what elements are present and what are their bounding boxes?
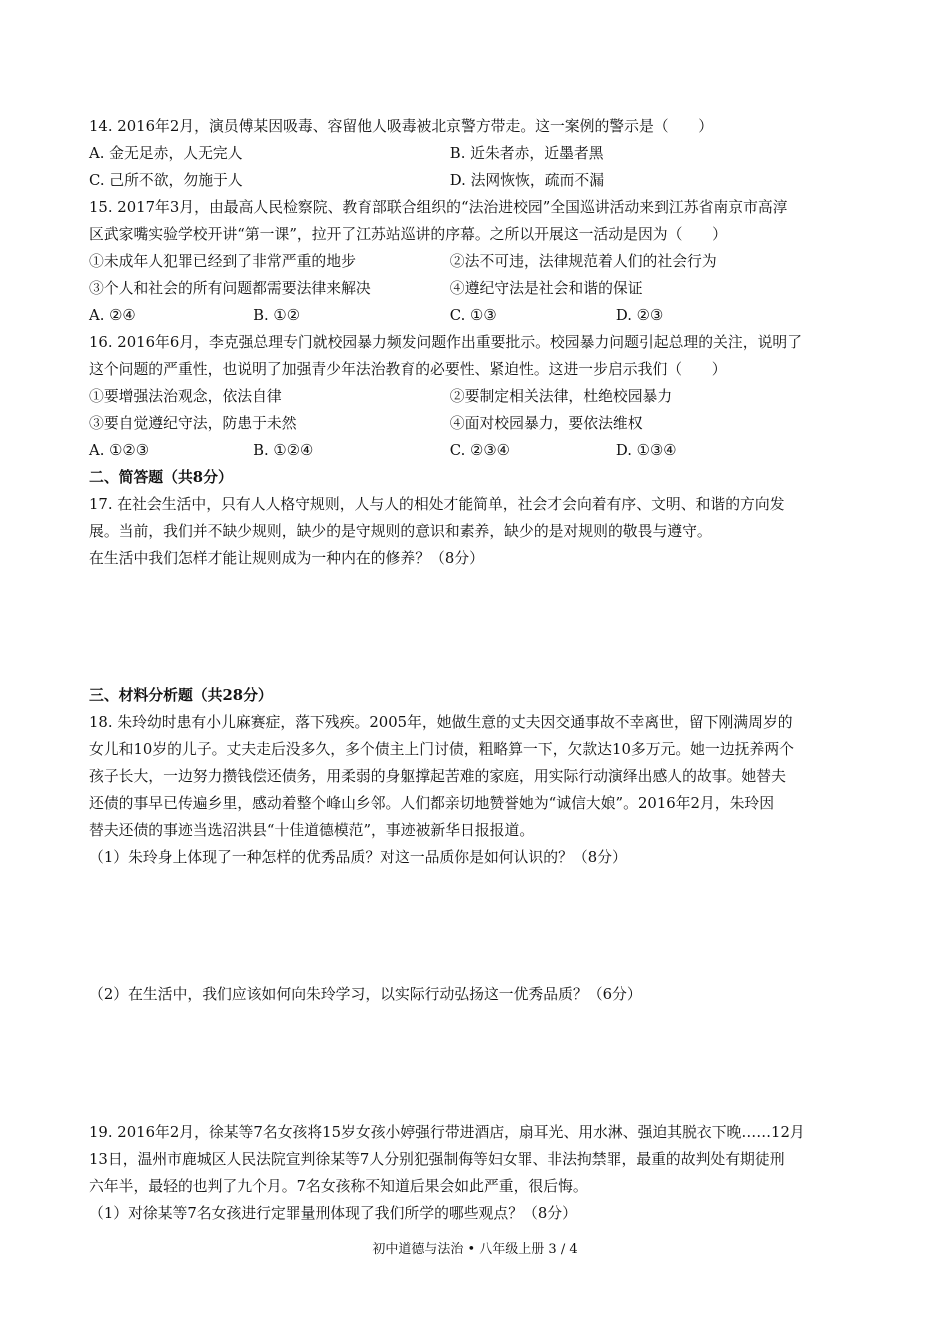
q18-line-5: 替夫还债的事迹当选沼洪县“十佳道德模范”，事迹被新华日报报道。 bbox=[89, 821, 535, 839]
q15-options-row bbox=[89, 304, 860, 326]
q15-stem-line-1: 15. 2017年3月，由最高人民检察院、教育部联合组织的“法治进校园”全国巡讲活动来到江苏省南京市高淳 bbox=[89, 198, 788, 216]
q17-line-1: 17. 在社会生活中，只有人人格守规则，人与人的相处才能简单，社会才会向着有序、文明、和谐的方向发 bbox=[89, 495, 785, 513]
q14-stem: 14. 2016年2月，演员傅某因吸毒、容留他人吸毒被北京警方带走。这一案例的警示是（ ） bbox=[89, 117, 714, 135]
q18-line-3: 孩子长大，一边努力攒钱偿还债务，用柔弱的身躯撑起苦难的家庭，用实际行动演绎出感人的故事。她替夫 bbox=[89, 767, 786, 785]
q16-items-row-2 bbox=[89, 412, 860, 434]
q15-item-2: ②法不可违，法律规范着人们的社会行为 bbox=[449, 252, 717, 270]
section-2-heading: 二、简答题（共8分） bbox=[89, 468, 233, 486]
q15-items-row-2 bbox=[89, 277, 860, 299]
q18-line-2: 女儿和10岁的儿子。丈夫走后没多久，多个债主上门讨债，粗略算一下，欠款达10多万元。她一边抚养两个 bbox=[89, 740, 794, 758]
q16-option-a: A. ①②③ bbox=[89, 441, 150, 459]
page-footer: 初中道德与法治 • 八年级上册 3 / 4 bbox=[372, 1242, 578, 1257]
q14-option-a: A. 金无足赤，人无完人 bbox=[89, 144, 243, 162]
q15-option-b: B. ①② bbox=[253, 306, 301, 324]
q16-option-b: B. ①②④ bbox=[253, 441, 314, 459]
q15-option-d: D. ②③ bbox=[615, 306, 664, 324]
q15-option-a: A. ②④ bbox=[89, 306, 136, 324]
q18-line-4: 还债的事早已传遍乡里，感动着整个峰山乡邻。人们都亲切地赞誉她为“诚信大娘”。2016年2月，朱玲因 bbox=[89, 794, 775, 812]
q15-item-4: ④遵纪守法是社会和谐的保证 bbox=[449, 279, 643, 297]
q19-line-2: 13日，温州市鹿城区人民法院宣判徐某等7人分别犯强制侮等妇女罪、非法拘禁罪，最重的故判处有期徒刑 bbox=[89, 1150, 785, 1168]
q16-item-4: ④面对校园暴力，要依法维权 bbox=[449, 414, 643, 432]
q15-option-c: C. ①③ bbox=[449, 306, 497, 324]
section-3-heading: 三、材料分析题（共28分） bbox=[89, 686, 273, 704]
q17-line-2: 展。当前，我们并不缺少规则，缺少的是守规则的意识和素养，缺少的是对规则的敬畏与遵守。 bbox=[89, 522, 712, 540]
q16-options-row bbox=[89, 439, 860, 461]
q18-sub-question-2: （2）在生活中，我们应该如何向朱玲学习，以实际行动弘扬这一优秀品质？（6分） bbox=[89, 985, 642, 1003]
q16-option-c: C. ②③④ bbox=[449, 441, 510, 459]
q16-stem-line-1: 16. 2016年6月，李克强总理专门就校园暴力频发问题作出重要批示。校园暴力问题引起总理的关注，说明了 bbox=[89, 333, 803, 351]
q14-option-d: D. 法网恢恢，疏而不漏 bbox=[449, 171, 605, 189]
q16-option-d: D. ①③④ bbox=[615, 441, 677, 459]
q15-item-1: ①未成年人犯罪已经到了非常严重的地步 bbox=[89, 252, 356, 270]
q16-item-1: ①要增强法治观念，依法自律 bbox=[89, 387, 282, 405]
q16-item-2: ②要制定相关法律，杜绝校园暴力 bbox=[449, 387, 673, 405]
q14-options-row-2 bbox=[89, 169, 860, 191]
q17-question: 在生活中我们怎样才能让规则成为一种内在的修养？（8分） bbox=[89, 549, 484, 567]
q15-items-row-1 bbox=[89, 250, 860, 272]
q14-options-row-1 bbox=[89, 142, 860, 164]
q16-item-3: ③要自觉遵纪守法，防患于未然 bbox=[89, 414, 297, 432]
q14-option-c: C. 己所不欲，勿施于人 bbox=[89, 171, 243, 189]
q19-sub-question-1: （1）对徐某等7名女孩进行定罪量刑体现了我们所学的哪些观点？（8分） bbox=[89, 1204, 577, 1222]
q16-stem-line-2: 这个问题的严重性，也说明了加强青少年法治教育的必要性、紧迫性。这进一步启示我们（ ） bbox=[89, 360, 727, 378]
q19-line-3: 六年半，最轻的也判了九个月。7名女孩称不知道后果会如此严重，很后悔。 bbox=[89, 1177, 588, 1195]
q19-line-1: 19. 2016年2月，徐某等7名女孩将15岁女孩小婷强行带进酒店，扇耳光、用水淋、强迫其脱衣下晚……12月 bbox=[89, 1123, 805, 1141]
q14-option-b: B. 近朱者赤，近墨者黑 bbox=[449, 144, 604, 162]
q15-stem-line-2: 区武家嘴实验学校开讲“第一课”，拉开了江苏站巡讲的序幕。之所以开展这一活动是因为（ ） bbox=[89, 225, 727, 243]
q16-items-row-1 bbox=[89, 385, 860, 407]
q15-item-3: ③个人和社会的所有问题都需要法律来解决 bbox=[89, 279, 371, 297]
q18-sub-question-1: （1）朱玲身上体现了一种怎样的优秀品质？对这一品质你是如何认识的？（8分） bbox=[89, 848, 627, 866]
q18-line-1: 18. 朱玲幼时患有小儿麻赛症，落下残疾。2005年，她做生意的丈夫因交通事故不幸离世，留下刚满周岁的 bbox=[89, 713, 793, 731]
